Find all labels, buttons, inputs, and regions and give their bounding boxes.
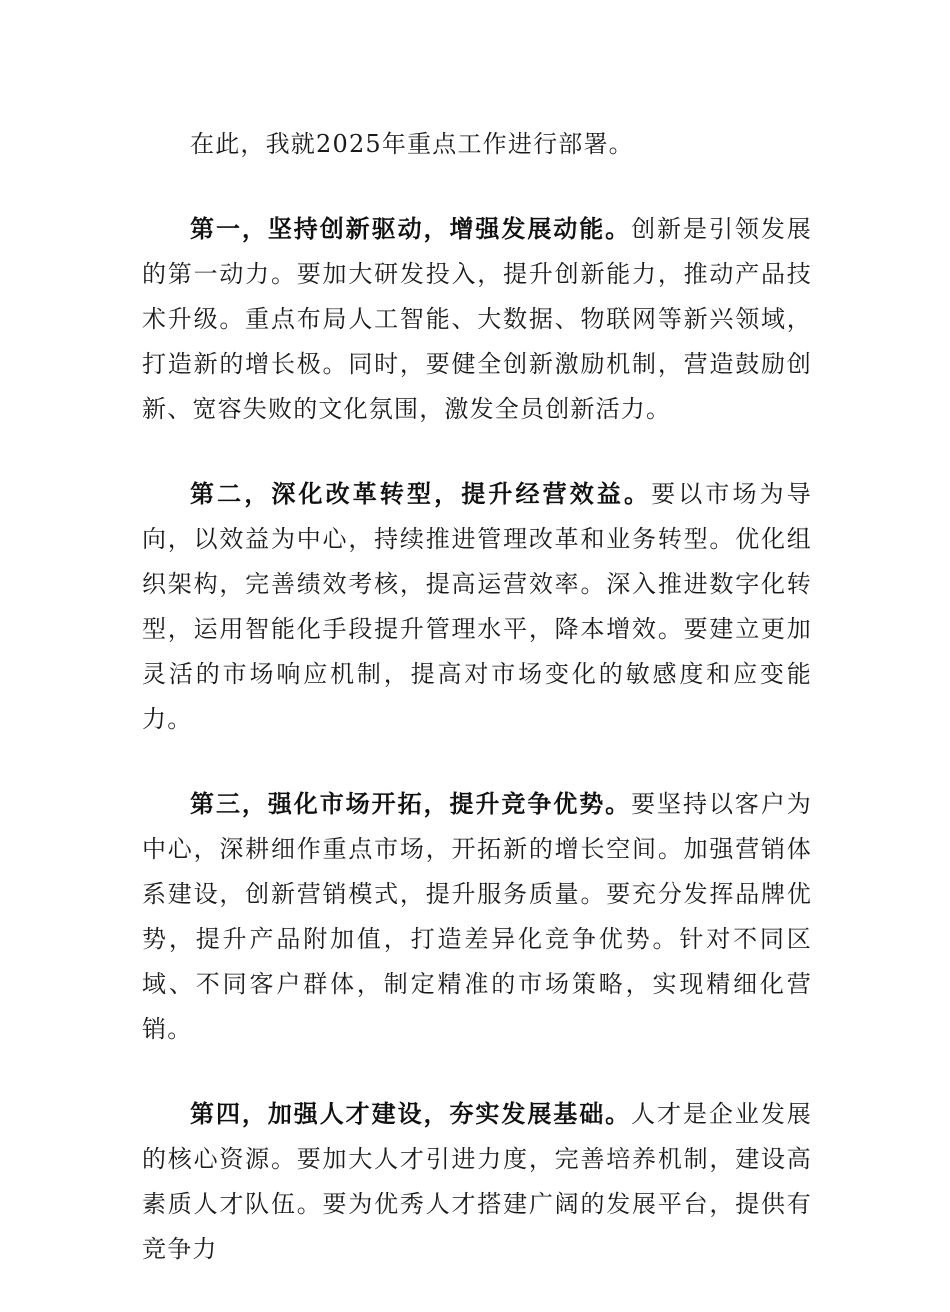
section-3-paragraph: [142, 782, 812, 1052]
section-3-heading: 第三，强化市场开拓，提升竞争优势。: [190, 790, 632, 818]
section-3-body: 要坚持以客户为中心，深耕细作重点市场，开拓新的增长空间。加强营销体系建设，创新营销模式，提升服务质量。要充分发挥品牌优势，提升产品附加值，打造差异化竞争优势。针对不同区域、不同客户群体，制定精准的市场策略，实现精细化营销。: [142, 790, 812, 1043]
section-4-body: 人才是企业发展的核心资源。要加大人才引进力度，完善培养机制，建设高素质人才队伍。要为优秀人才搭建广阔的发展平台，提供有竞争力: [142, 1100, 812, 1263]
section-4-heading: 第四，加强人才建设，夯实发展基础。: [190, 1100, 632, 1128]
section-1-heading: 第一，坚持创新驱动，增强发展动能。: [190, 215, 632, 243]
section-1-paragraph: [142, 207, 812, 432]
section-2-heading: 第二，深化改革转型，提升经营效益。: [190, 480, 652, 508]
section-2-paragraph: [142, 472, 812, 742]
intro-text: 在此，我就2025年重点工作进行部署。: [190, 130, 634, 158]
section-1-body: 创新是引领发展的第一动力。要加大研发投入，提升创新能力，推动产品技术升级。重点布局人工智能、大数据、物联网等新兴领域，打造新的增长极。同时，要健全创新激励机制，营造鼓励创新、宽容失败的文化氛围，激发全员创新活力。: [142, 215, 812, 423]
section-4-paragraph: [142, 1092, 812, 1272]
section-2-body: 要以市场为导向，以效益为中心，持续推进管理改革和业务转型。优化组织架构，完善绩效考核，提高运营效率。深入推进数字化转型，运用智能化手段提升管理水平，降本增效。要建立更加灵活的市场响应机制，提高对市场变化的敏感度和应变能力。: [142, 480, 812, 733]
intro-paragraph: [142, 122, 812, 167]
document-body: [142, 122, 812, 1312]
